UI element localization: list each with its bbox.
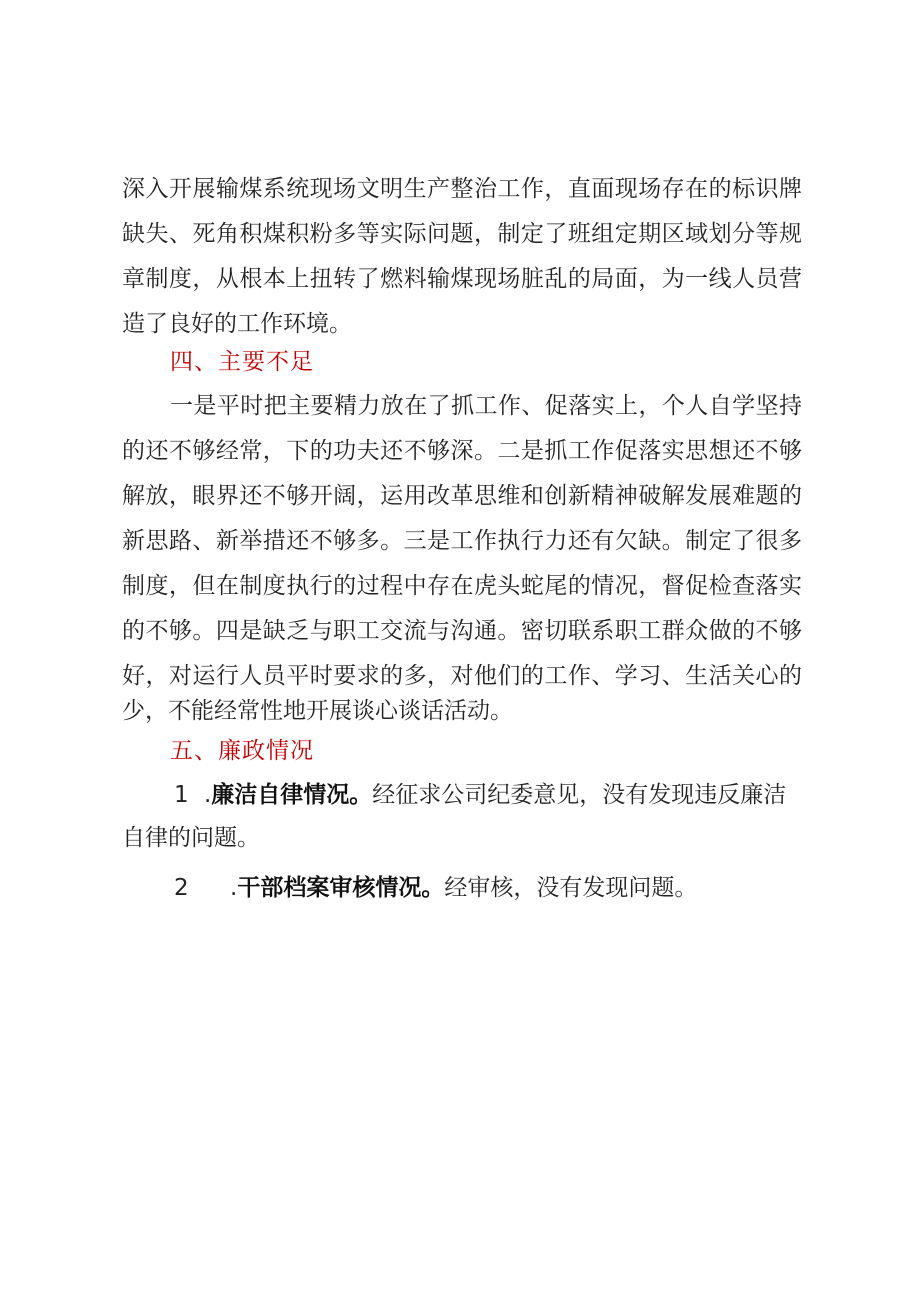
text-line: 章制度，从根本上扭转了燃料输煤现场脏乱的局面，为一线人员营 (122, 266, 802, 292)
item-number: 2 (174, 875, 189, 901)
item-number: 1 (174, 782, 189, 808)
text-line: 造了良好的工作环境。 (122, 311, 352, 337)
section-heading-integrity: 五、廉政情况 (170, 738, 314, 764)
text-line: 新思路、新举措还不够多。三是工作执行力还有欠缺。制定了很多 (122, 528, 802, 554)
text-line: 解放，眼界还不够开阔，运用改革思维和创新精神破解发展难题的 (122, 483, 802, 509)
item-title: 廉洁自律情况。 (211, 782, 373, 808)
text-line: 的还不够经常，下的功夫还不够深。二是抓工作促落实思想还不够 (122, 438, 802, 464)
section-heading-shortcomings: 四、主要不足 (170, 349, 314, 375)
text-line: 少，不能经常性地开展谈心谈话活动。 (122, 698, 513, 724)
item-line (174, 780, 786, 810)
item-title: 干部档案审核情况。 (237, 875, 445, 901)
item-continuation: 自律的问题。 (122, 825, 260, 851)
text-line: 深入开展输煤系统现场文明生产整治工作，直面现场存在的标识牌 (122, 176, 802, 202)
item-dot: . (203, 782, 212, 808)
item-dot: . (230, 875, 238, 901)
text-line: 缺失、死角积煤积粉多等实际问题，制定了班组定期区域划分等规 (122, 221, 802, 247)
text-line: 制度，但在制度执行的过程中存在虎头蛇尾的情况，督促检查落实 (122, 573, 802, 599)
item-text: 经审核，没有发现问题。 (444, 875, 698, 901)
text-line: 一是平时把主要精力放在了抓工作、促落实上，个人自学坚持 (170, 393, 802, 419)
text-line: 好，对运行人员平时要求的多，对他们的工作、学习、生活关心的 (122, 663, 802, 689)
item-line (230, 873, 697, 903)
text-line: 的不够。四是缺乏与职工交流与沟通。密切联系职工群众做的不够 (122, 618, 802, 644)
item-text: 经征求公司纪委意见，没有发现违反廉洁 (372, 782, 787, 808)
